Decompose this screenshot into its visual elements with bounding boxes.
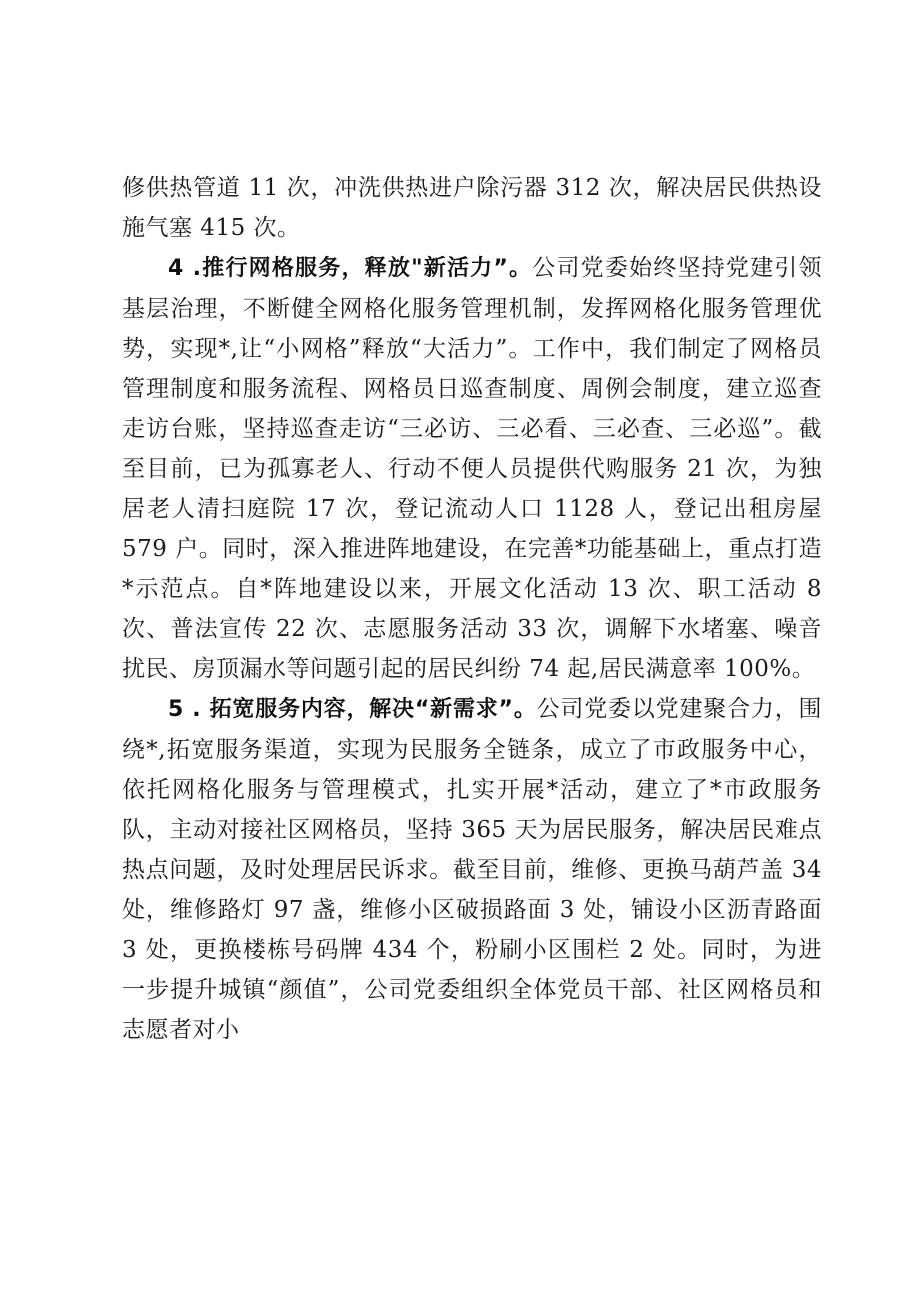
paragraph-grid-service xyxy=(122,248,822,689)
section-heading-4: 4 .推行网格服务，释放"新活力”。 xyxy=(168,256,533,281)
paragraph-heat-supply-continuation xyxy=(122,168,822,248)
paragraph-body: 修供热管道 11 次，冲洗供热进户除污器 312 次，解决居民供热设施气塞 415 次。 xyxy=(122,175,822,241)
paragraph-body: 公司党委始终坚持党建引领基层治理，不断健全网格化服务管理机制，发挥网格化服务管理优势，实现*,让“小网格”释放“大活力”。工作中，我们制定了网格员管理制度和服务流程、网格员日巡查制度、周例会制度，建立巡查走访台账，坚持巡查走访“三必访、三必看、三必查、三必巡”。截至目前，已为孤寡老人、行动不便人员提供代购服务 21 次，为独居老人清扫庭院 17 次，登记流动人口 1128 人，登记出租房屋 579 户。同时，深入推进阵地建设，在完善*功能基础上，重点打造*示范点。自*阵地建设以来，开展文化活动 13 次、职工活动 8 次、普法宣传 22 次、志愿服务活动 33 次，调解下水堵塞、噪音扰民、房顶漏水等问题引起的居民纠纷 74 起,居民满意率 100%。 xyxy=(122,255,823,682)
section-heading-5: 5 . 拓宽服务内容，解决“新需求”。 xyxy=(168,697,537,722)
paragraph-body: 公司党委以党建聚合力，围绕*,拓宽服务渠道，实现为民服务全链条，成立了市政服务中心，依托网格化服务与管理模式，扎实开展*活动，建立了*市政服务队，主动对接社区网格员，坚持 365 天为居民服务，解决居民难点热点问题，及时处理居民诉求。截至目前，维修、更换马葫芦盖 34 处，维修路灯 97 盏，维修小区破损路面 3 处，铺设小区沥青路面 3 处，更换楼栋号码牌 434 个，粉刷小区围栏 2 处。同时，为进一步提升城镇“颜值”，公司党委组织全体党员干部、社区网格员和志愿者对小 xyxy=(122,696,823,1043)
document-body xyxy=(122,168,822,1050)
paragraph-service-expansion xyxy=(122,689,822,1050)
